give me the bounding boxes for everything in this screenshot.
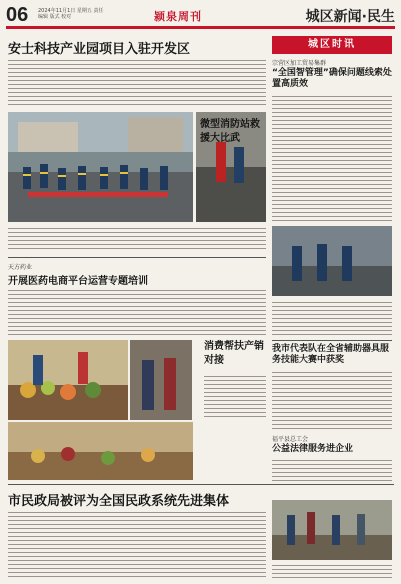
right-kicker: 宗营区加工贸易集群 [272, 60, 327, 67]
right-caption [272, 300, 392, 336]
divider-right [272, 340, 392, 341]
charity-body-text [272, 458, 392, 482]
section-title: 城区新闻·民生 [305, 9, 395, 25]
page-number: 06 [6, 4, 29, 26]
divider-2 [8, 484, 394, 485]
fire-drill-photo [8, 112, 193, 222]
consumer-promo-headline: 消费帮扶产销对接 [204, 341, 264, 366]
lead-headline: 安士科技产业园项目入驻开发区 [8, 42, 191, 57]
issue-date: 2024年11月1日 星期五 责任编辑 版式 校对 [38, 8, 104, 20]
charity-kicker: 福平县总工会 [272, 436, 309, 443]
ecommerce-kicker: 天方药业 [8, 264, 33, 271]
people-photo [130, 340, 192, 420]
vegetable-market-photo [8, 340, 128, 420]
header-rule [6, 26, 395, 29]
lead-body-text [8, 58, 266, 108]
right-body-text [272, 94, 392, 222]
ecommerce-headline: 开展医药电商平台运营专题培训 [8, 276, 148, 287]
photo-caption-text [8, 226, 266, 252]
charity-photo [272, 500, 392, 560]
page-header [6, 4, 395, 30]
ecommerce-body-text [8, 288, 266, 336]
charity-headline: 公益法律服务进企业 [272, 444, 354, 454]
right-headline: “全国智管理”确保问题线索处置高质效 [272, 68, 392, 89]
right-photo [272, 226, 392, 296]
industry-body-text [272, 370, 392, 430]
charity-caption [272, 563, 392, 580]
consumer-promo-body [204, 374, 266, 420]
masthead: 颍泉周刊 [154, 10, 202, 23]
bottom-headline: 市民政局被评为全国民政系统先进集体 [8, 494, 230, 509]
market-stall-photo [8, 422, 193, 480]
industry-headline: 我市代表队在全省辅助器具服务技能大赛中获奖 [272, 344, 390, 365]
divider-1 [8, 257, 266, 258]
consumer-rights-headline: 微型消防站救援大比武 [200, 119, 260, 144]
bottom-body-text [8, 510, 266, 580]
city-news-banner: 城区时讯 [272, 36, 392, 54]
